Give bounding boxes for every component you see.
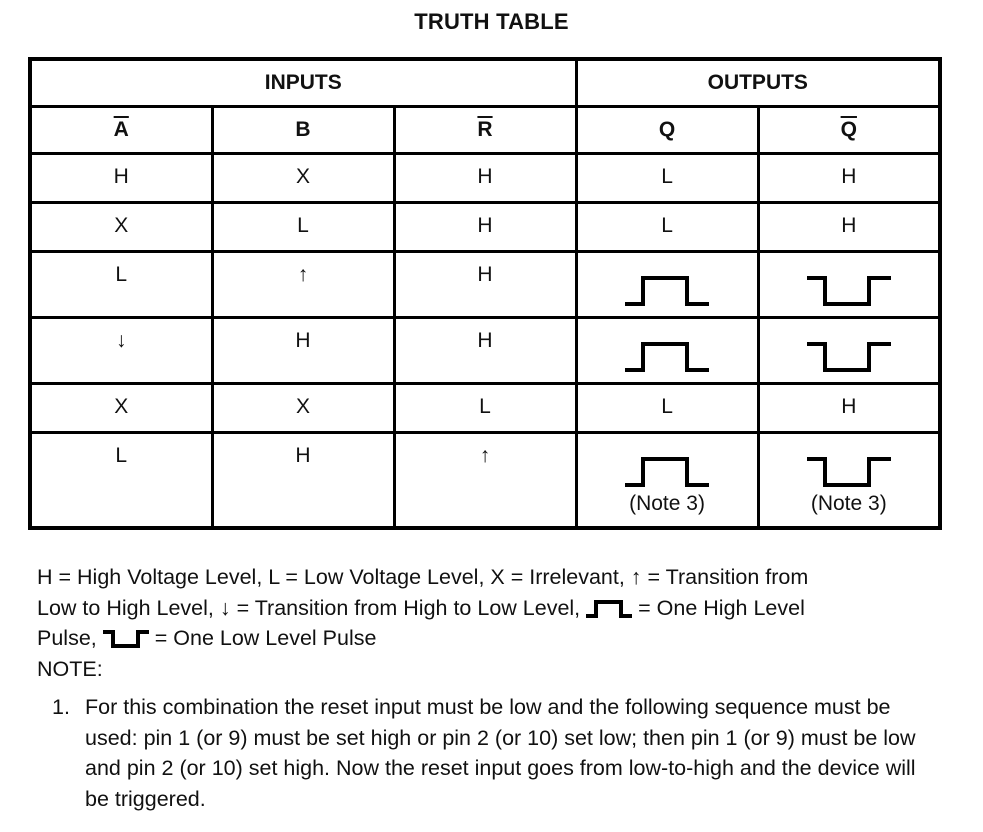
cell-r: ↑ <box>394 433 576 529</box>
col-header-r-bar: $\overline{R}$ <box>394 107 576 154</box>
legend-line: Low to High Level, ↓ = Transition from High to Low Level, = One High Level <box>37 595 805 620</box>
cell-b: H <box>212 318 394 384</box>
table-row <box>30 203 940 252</box>
legend-line: H = High Voltage Level, L = Low Voltage Level, X = Irrelevant, ↑ = Transition from <box>37 565 809 589</box>
cell-q-bar <box>758 318 940 384</box>
col-header-q-bar: $\overline{Q}$ <box>758 107 940 154</box>
col-header-a-bar: $\overline{A}$ <box>30 107 212 154</box>
list-item <box>52 692 932 814</box>
cell-q-bar: H <box>758 154 940 203</box>
low-pulse-icon <box>807 456 891 488</box>
cell-q: L <box>576 203 758 252</box>
high-pulse-icon <box>625 341 709 373</box>
cell-r: H <box>394 154 576 203</box>
cell-r: H <box>394 203 576 252</box>
cell-a: H <box>30 154 212 203</box>
cell-r: L <box>394 384 576 433</box>
cell-b: X <box>212 154 394 203</box>
cell-q-bar: H <box>758 384 940 433</box>
outputs-group-header: OUTPUTS <box>576 59 940 107</box>
table-row <box>30 154 940 203</box>
note-reference: (Note 3) <box>629 492 705 515</box>
cell-q-bar: H <box>758 203 940 252</box>
low-pulse-icon <box>807 275 891 307</box>
cell-a: L <box>30 252 212 318</box>
col-header-q: Q <box>576 107 758 154</box>
cell-q-bar <box>758 433 940 529</box>
cell-q-bar <box>758 252 940 318</box>
truth-table <box>28 57 942 530</box>
cell-a: L <box>30 433 212 529</box>
cell-b: H <box>212 433 394 529</box>
cell-r: H <box>394 318 576 384</box>
cell-q: L <box>576 154 758 203</box>
cell-b: X <box>212 384 394 433</box>
high-pulse-icon <box>625 275 709 307</box>
cell-r: H <box>394 252 576 318</box>
cell-q <box>576 318 758 384</box>
table-row <box>30 384 940 433</box>
inputs-group-header: INPUTS <box>30 59 576 107</box>
high-pulse-icon <box>625 456 709 488</box>
low-pulse-icon <box>103 630 149 648</box>
cell-a: ↓ <box>30 318 212 384</box>
cell-b: ↑ <box>212 252 394 318</box>
cell-a: X <box>30 384 212 433</box>
cell-q: L <box>576 384 758 433</box>
legend-line: Pulse, = One Low Level Pulse <box>37 626 377 650</box>
high-pulse-icon <box>586 600 632 618</box>
note-text: For this combination the reset input must be low and the following sequence must be used: pin 1 (or 9) must be set high or pin 2 (or 10) set low; then pin 1 (or 9) must be low and pin 2 (or 10) set high. Now the reset input goes from low-to-high and the device will be triggered. <box>85 695 916 811</box>
legend <box>37 562 937 684</box>
low-pulse-icon <box>807 341 891 373</box>
col-header-b: B <box>212 107 394 154</box>
note-label: NOTE: <box>37 656 103 681</box>
table-row <box>30 433 940 529</box>
cell-a: X <box>30 203 212 252</box>
note-reference: (Note 3) <box>810 492 887 515</box>
page-title: TRUTH TABLE <box>414 9 569 34</box>
notes-list <box>52 692 932 814</box>
cell-q <box>576 433 758 529</box>
table-row <box>30 318 940 384</box>
cell-q <box>576 252 758 318</box>
cell-b: L <box>212 203 394 252</box>
note-number: 1. <box>52 695 70 719</box>
table-row <box>30 252 940 318</box>
